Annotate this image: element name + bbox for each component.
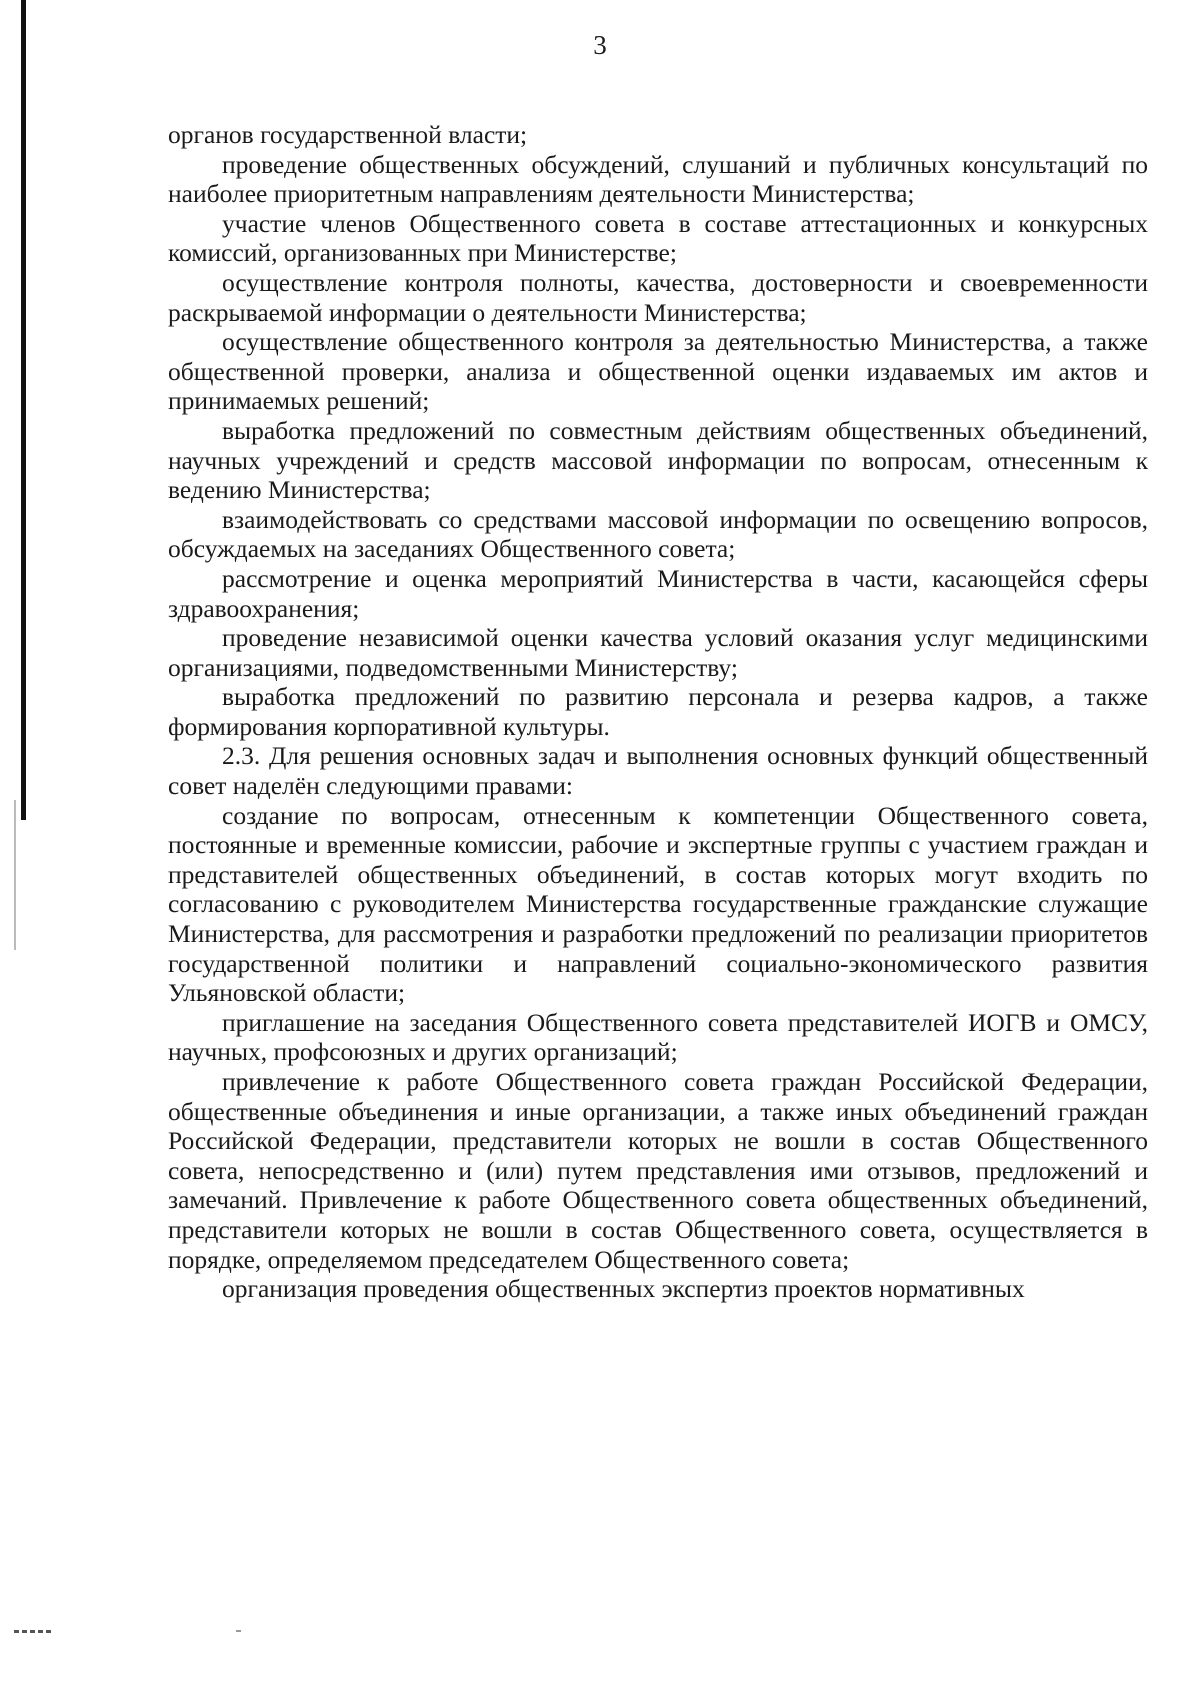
paragraph: органов государственной власти; [168, 120, 528, 149]
scan-artifact-speck [14, 1630, 52, 1633]
scan-artifact-line [14, 800, 16, 950]
paragraph: проведение независимой оценки качества условий оказания услуг медицинскими организациями, подведомственными Министерству; [168, 623, 1148, 682]
paragraph: осуществление контроля полноты, качества, достоверности и своевременности раскрываемой информации о деятельности Министерства; [168, 267, 1148, 327]
paragraph: выработка предложений по совместным действиям общественных объединений, научных учреждений и средств массовой информации по вопросам, отнесенным к ведению Министерства; [168, 415, 1148, 505]
page-number: 3 [593, 30, 607, 60]
paragraph: взаимодействовать со средствами массовой информации по освещению вопросов, обсуждаемых на заседаниях Общественного совета; [168, 504, 1148, 564]
scan-edge-bar [21, 0, 26, 820]
section-paragraph: 2.3. Для решения основных задач и выполнения основных функций общественный совет наделён следующими правами: [168, 741, 1148, 801]
document-body [168, 120, 1148, 1304]
paragraph: организация проведения общественных экспертиз проектов нормативных [222, 1274, 1025, 1304]
paragraph: выработка предложений по развитию персонала и резерва кадров, а также формирования корпоративной культуры. [168, 682, 1148, 741]
paragraph: приглашение на заседания Общественного совета представителей ИОГВ и ОМСУ, научных, профсоюзных и других организаций; [168, 1007, 1148, 1067]
paragraph: привлечение к работе Общественного совета граждан Российской Федерации, общественные объединения и иные организации, а также иных объединений граждан Российской Федерации, представители которых не вошли в состав Общественного совета, непосредственно и (или) путем представления ими отзывов, предложений и замечаний. Привлечение к работе Общественного совета общественных объединений, представители которых не вошли в состав Общественного совета, осуществляется в порядке, определяемом председателем Общественного совета; [168, 1067, 1148, 1274]
paragraph: проведение общественных обсуждений, слушаний и публичных консультаций по наиболее приоритетным направлениям деятельности Министерства; [168, 149, 1148, 209]
paragraph: рассмотрение и оценка мероприятий Министерства в части, касающейся сферы здравоохранения; [168, 563, 1148, 623]
scan-artifact-speck [236, 1630, 241, 1632]
paragraph: осуществление общественного контроля за деятельностью Министерства, а также общественной проверки, анализа и общественной оценки издаваемых им актов и принимаемых решений; [168, 327, 1148, 416]
paragraph: создание по вопросам, отнесенным к компетенции Общественного совета, постоянные и временные комиссии, рабочие и экспертные группы с участием граждан и представителей общественных объединений, в состав которых могут входить по согласованию с руководителем Министерства государственные гражданские служащие Министерства, для рассмотрения и разработки предложений по реализации приоритетов государственной политики и направлений социально-экономического развития Ульяновской области; [168, 800, 1148, 1008]
paragraph: участие членов Общественного совета в составе аттестационных и конкурсных комиссий, организованных при Министерстве; [168, 208, 1148, 268]
